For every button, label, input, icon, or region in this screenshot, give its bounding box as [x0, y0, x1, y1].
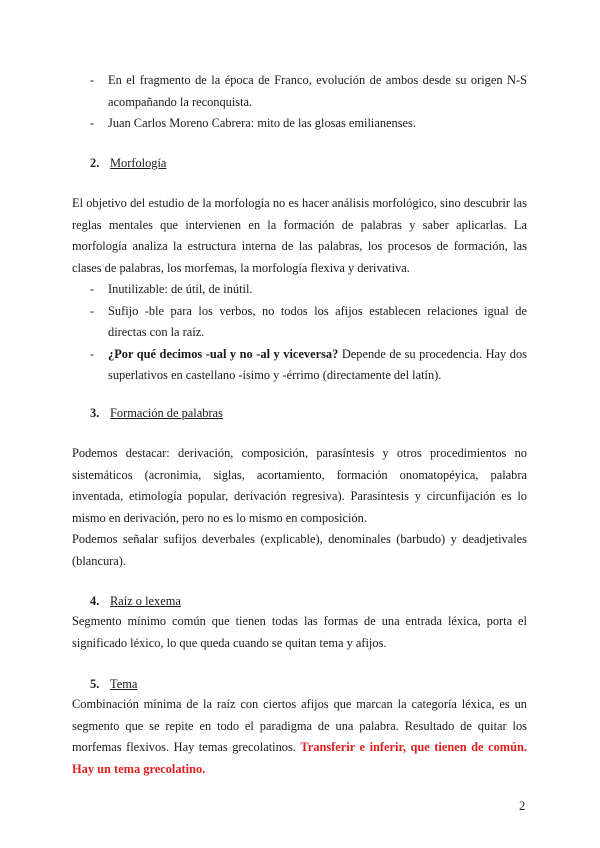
list-item: - Juan Carlos Moreno Cabrera: mito de las glosas emilianenses. — [72, 113, 527, 135]
section-4-title: Raíz o lexema — [110, 594, 181, 608]
dash-bullet: - — [90, 303, 95, 318]
list-item: - En el fragmento de la época de Franco, evolución de ambos desde su origen N-S acompañando la reconquista. — [72, 70, 527, 113]
section-5-title: Tema — [110, 677, 138, 691]
dash-bullet: - — [90, 73, 95, 87]
section-5-heading: 5. Tema — [90, 677, 138, 691]
section-2-title: Morfología — [110, 156, 167, 170]
section-4-heading: 4. Raíz o lexema — [90, 594, 181, 608]
section-3-paragraph-1: Podemos destacar: derivación, composición, parasíntesis y otros procedimientos no sistemáticos (acronimia, siglas, acortamiento, formación onomatopéyica, palabra inventada, etimología popular, derivación regresiva). Parasíntesis y circunfijación es lo mismo en derivación, pero no es lo mismo en composición. — [72, 446, 527, 525]
page-number: 2 — [519, 799, 526, 813]
bold-question: ¿Por qué decimos -ual y no -al y viceversa? — [108, 346, 339, 361]
section-3-title: Formación de palabras — [110, 406, 223, 420]
dash-bullet: - — [90, 346, 95, 361]
list-item: - ¿Por qué decimos -ual y no -al y viceversa? Depende de su procedencia. Hay dos superlativos en castellano -ísimo y -érrimo (directamente del latín). — [72, 344, 527, 387]
section-3-heading: 3. Formación de palabras — [90, 406, 223, 420]
highlighted-note: Transferir e inferir, que tienen de común. Hay un tema grecolatino. — [72, 740, 527, 776]
list-item: - Inutilizable: de útil, de inútil. — [72, 279, 527, 301]
section-4-paragraph: Segmento mínimo común que tienen todas las formas de una entrada léxica, porta el significado léxico, lo que queda cuando se quitan tema y afijos. — [72, 614, 527, 650]
section-2-heading: 2. Morfología — [90, 156, 167, 170]
section-3-paragraph-2: Podemos señalar sufijos deverbales (explicable), denominales (barbudo) y deadjetivales (blancura). — [72, 532, 527, 568]
section-5-paragraph: Combinación mínima de la raíz con ciertos afijos que marcan la categoría léxica, es un segmento que se repite en todo el paradigma de una palabra. Resultado de quitar los morfemas flexivos. Hay temas grecolatinos. Transferir e inferir, que tienen de común. Hay un tema grecolatino. — [72, 697, 527, 776]
section-2-paragraph: El objetivo del estudio de la morfología no es hacer análisis morfológico, sino descubrir las reglas mentales que intervienen en la formación de palabras y saber aplicarlas. La morfología analiza la estructura interna de las palabras, los procesos de formación, las clases de palabras, los morfemas, la morfología flexiva y derivativa. — [72, 196, 527, 275]
intro-list — [72, 70, 527, 135]
dash-bullet: - — [90, 116, 95, 130]
section-2-body — [72, 193, 527, 387]
list-item: - Sufijo -ble para los verbos, no todos los afijos establecen relaciones igual de directas con la raíz. — [72, 301, 527, 344]
section-2-list — [72, 279, 527, 387]
dash-bullet: - — [90, 282, 95, 296]
section-3-body — [72, 443, 527, 572]
